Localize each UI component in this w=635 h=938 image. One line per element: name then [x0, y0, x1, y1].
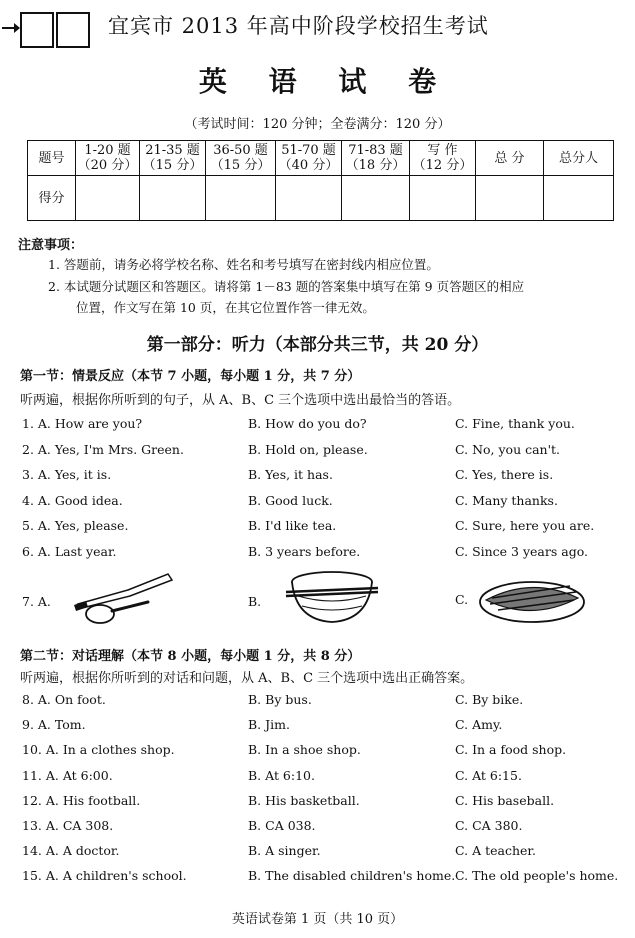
question-option-c: C. In a food shop. — [455, 742, 567, 758]
page-footer: 英语试卷第 1 页（共 10 页） — [231, 912, 404, 927]
score-header-label: 写 作 — [427, 143, 458, 158]
section2-instruction: 听两遍，根据你所听到的对话和问题，从 A、B、C 三个选项中选出正确答案。 — [20, 671, 474, 686]
question-option-b: B. By bus. — [248, 692, 312, 707]
note-item: 2. 本试题分试题区和答题区。请将第 1－83 题的答案集中填写在第 9 页答题区的相应 — [48, 279, 525, 294]
question-option-b: B. How do you do? — [248, 416, 367, 431]
score-header-cell — [342, 141, 410, 176]
score-header-cell — [140, 141, 206, 176]
q7-option-b: B. — [248, 594, 262, 609]
question-option-c: C. A teacher. — [455, 843, 536, 859]
arrow-right-icon — [2, 27, 18, 29]
score-entry-cell — [276, 176, 342, 221]
score-entry-cell — [410, 176, 476, 221]
question-option-b: B. 3 years before. — [248, 544, 361, 559]
score-header-cell — [276, 141, 342, 176]
score-header-label: 51-70 题 — [281, 143, 336, 158]
notes-title: 注意事项： — [18, 238, 84, 253]
seal-boxes — [0, 10, 100, 48]
question-option-a: 2. A. Yes, I'm Mrs. Green. — [22, 441, 184, 457]
question-option-c: C. His baseball. — [455, 792, 555, 808]
question-option-c: C. CA 380. — [455, 818, 523, 833]
score-entry-cell — [342, 176, 410, 221]
question-option-a: 8. A. On foot. — [22, 692, 106, 707]
seal-box — [56, 12, 90, 48]
question-option-b: B. Yes, it has. — [248, 467, 333, 483]
question-option-a: 9. A. Tom. — [22, 717, 86, 733]
plate-of-food-image — [478, 572, 586, 628]
note-item: 位置，作文写在第 10 页，在其它位置作答一律无效。 — [76, 300, 375, 315]
knife-and-spoon-image — [68, 568, 178, 630]
question-option-a: 12. A. His football. — [22, 792, 141, 808]
question-option-c: C. At 6:15. — [455, 767, 522, 783]
question-option-a: 13. A. CA 308. — [22, 818, 114, 833]
question-option-b: B. A singer. — [248, 843, 321, 859]
score-header-cell — [206, 141, 276, 176]
question-option-c: C. Fine, thank you. — [455, 416, 575, 431]
score-header-points: （15 分） — [210, 158, 271, 173]
score-entry-cell — [140, 176, 206, 221]
score-header-points: （15 分） — [142, 158, 203, 173]
q7-option-a: 7. A. — [22, 594, 51, 609]
score-header-points: （20 分） — [77, 158, 138, 173]
question-option-a: 15. A. A children's school. — [22, 868, 187, 884]
seal-box — [20, 12, 54, 48]
question-option-b: B. CA 038. — [248, 818, 316, 833]
paper-subtitle: （考试时间：120 分钟；全卷满分：120 分） — [184, 117, 451, 132]
score-header-label: 21-35 题 — [145, 143, 200, 158]
question-option-c: C. By bike. — [455, 692, 524, 707]
question-option-b: B. Good luck. — [248, 492, 333, 508]
score-header-points: （18 分） — [345, 158, 406, 173]
section2-title: 第二节：对话理解（本节 8 小题，每小题 1 分，共 8 分） — [20, 649, 361, 664]
question-option-b: B. His basketball. — [248, 792, 360, 808]
question-option-b: B. Jim. — [248, 717, 290, 733]
question-option-a: 5. A. Yes, please. — [22, 518, 129, 534]
question-option-a: 6. A. Last year. — [22, 544, 117, 559]
score-header-cell — [410, 141, 476, 176]
score-table — [27, 140, 614, 221]
note-item: 1. 答题前，请务必将学校名称、姓名和考号填写在密封线内相应位置。 — [48, 257, 439, 272]
question-option-b: B. I'd like tea. — [248, 518, 337, 534]
question-option-a: 11. A. At 6:00. — [22, 767, 113, 783]
question-option-a: 3. A. Yes, it is. — [22, 467, 112, 483]
score-entry-cell — [206, 176, 276, 221]
score-header-cell — [544, 141, 614, 176]
part-title: 第一部分：听力（本部分共三节，共 20 分） — [146, 335, 489, 355]
question-option-c: C. The old people's home. — [455, 868, 619, 884]
question-option-a: 4. A. Good idea. — [22, 492, 123, 508]
question-option-b: B. The disabled children's home. — [248, 868, 456, 884]
score-header-label: 71-83 题 — [348, 143, 403, 158]
question-option-b: B. At 6:10. — [248, 767, 315, 783]
q7-option-c: C. — [455, 592, 469, 607]
score-header-label: 题号 — [38, 150, 65, 166]
question-option-c: C. Many thanks. — [455, 492, 558, 508]
exam-header: 宜宾市 2013 年高中阶段学校招生考试 — [108, 14, 489, 38]
score-row-label: 得分 — [28, 176, 76, 221]
question-option-a: 10. A. In a clothes shop. — [22, 742, 175, 758]
question-option-c: C. Since 3 years ago. — [455, 544, 588, 559]
score-header-cell — [76, 141, 140, 176]
score-entry-cell — [476, 176, 544, 221]
score-entry-cell — [76, 176, 140, 221]
score-header-points: （40 分） — [278, 158, 339, 173]
section1-title: 第一节：情景反应（本节 7 小题，每小题 1 分，共 7 分） — [20, 369, 361, 384]
question-option-c: C. No, you can't. — [455, 441, 561, 457]
question-option-c: C. Yes, there is. — [455, 467, 554, 483]
score-header-label: 36-50 题 — [213, 143, 268, 158]
question-option-b: B. In a shoe shop. — [248, 742, 361, 758]
question-option-b: B. Hold on, please. — [248, 441, 368, 457]
question-option-a: 14. A. A doctor. — [22, 843, 120, 859]
score-header-cell — [28, 141, 76, 176]
paper-title: 英 语 试 卷 — [198, 65, 453, 98]
section1-instruction: 听两遍，根据你所听到的句子，从 A、B、C 三个选项中选出最恰当的答语。 — [20, 393, 461, 408]
score-entry-cell — [544, 176, 614, 221]
bowl-and-chopsticks-image — [282, 566, 382, 630]
score-header-label: 总 分 — [494, 150, 525, 166]
question-option-a: 1. A. How are you? — [22, 416, 143, 431]
question-option-c: C. Sure, here you are. — [455, 518, 595, 534]
score-header-points: （12 分） — [412, 158, 473, 173]
question-option-c: C. Amy. — [455, 717, 503, 733]
score-header-label: 总分人 — [558, 150, 598, 166]
score-header-cell — [476, 141, 544, 176]
score-header-label: 1-20 题 — [84, 143, 131, 158]
